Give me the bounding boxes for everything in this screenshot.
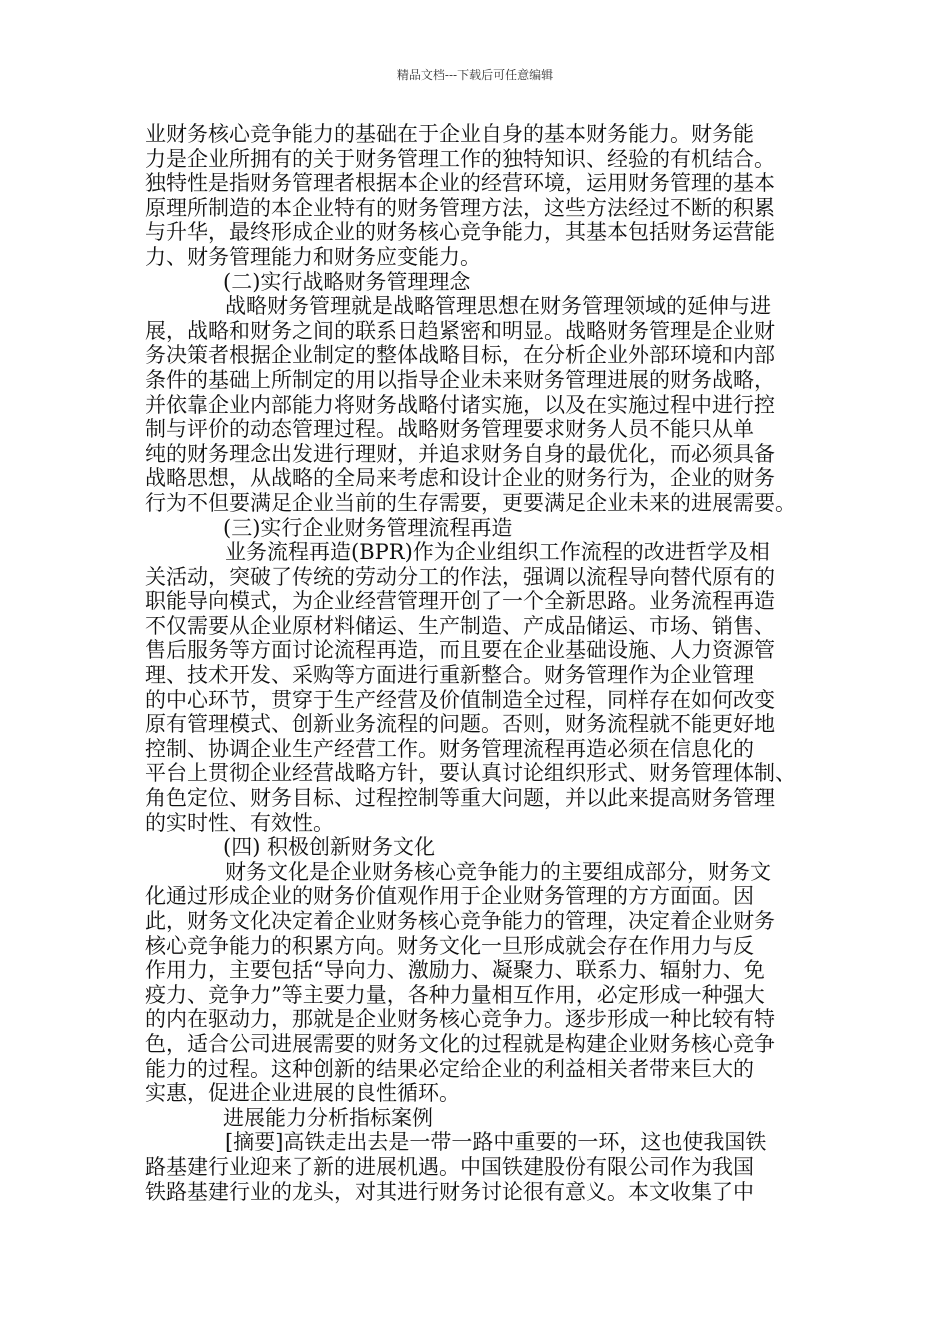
text-line: 疫力、竞争力”等主要力量，各种力量相互作用，必定形成一种强大 (145, 982, 765, 1007)
text-line: 战略财务管理就是战略管理思想在财务管理领域的延伸与进 (225, 294, 771, 319)
text-line: 能力的过程。这种创新的结果必定给企业的利益相关者带来巨大的 (145, 1056, 754, 1081)
text-line: 制与评价的动态管理过程。战略财务管理要求财务人员不能只从单 (145, 417, 754, 442)
text-line: 并依靠企业内部能力将财务战略付诸实施，以及在实施过程中进行控 (145, 392, 775, 417)
section-heading: (四) 积极创新财务文化 (223, 835, 436, 860)
text-line: 力是企业所拥有的关于财务管理工作的独特知识、经验的有机结合。 (145, 146, 775, 171)
text-line: 铁路基建行业的龙头，对其进行财务讨论很有意义。本文收集了中 (145, 1179, 754, 1204)
text-line: 的内在驱动力，那就是企业财务核心竞争力。逐步形成一种比较有特 (145, 1007, 775, 1032)
text-line: 角色定位、财务目标、过程控制等重大问题，并以此来提高财务管理 (145, 786, 775, 811)
text-line: 原有管理模式、创新业务流程的问题。否则，财务流程就不能更好地 (145, 712, 775, 737)
text-line: 平台上贯彻企业经营战略方针，要认真讨论组织形式、财务管理体制、 (145, 761, 796, 786)
text-line: 职能导向模式，为企业经营管理开创了一个全新思路。业务流程再造 (145, 589, 775, 614)
document-body (145, 122, 817, 1204)
text-line: 化通过形成企业的财务价值观作用于企业财务管理的方方面面。因 (145, 884, 754, 909)
text-line: 务决策者根据企业制定的整体战略目标，在分析企业外部环境和内部 (145, 343, 775, 368)
text-line: 业务流程再造(BPR)作为企业组织工作流程的改进哲学及相 (225, 540, 770, 565)
text-line: 不仅需要从企业原材料储运、生产制造、产成品储运、市场、销售、 (145, 613, 775, 638)
text-line: 控制、协调企业生产经营工作。财务管理流程再造必须在信息化的 (145, 736, 754, 761)
text-line: 条件的基础上所制定的用以指导企业未来财务管理进展的财务战略， (145, 367, 775, 392)
text-line: 售后服务等方面讨论流程再造，而且要在企业基础设施、人力资源管 (145, 638, 775, 663)
text-line: [摘要]高铁走出去是一带一路中重要的一环，这也使我国铁 (225, 1130, 767, 1155)
text-line: 力、财务管理能力和财务应变能力。 (145, 244, 481, 269)
text-line: 的实时性、有效性。 (145, 810, 334, 835)
text-line: 行为不但要满足企业当前的生存需要，更要满足企业未来的进展需要。 (145, 490, 796, 515)
text-line: 原理所制造的本企业特有的财务管理方法，这些方法经过不断的积累 (145, 195, 775, 220)
text-line: 路基建行业迎来了新的进展机遇。中国铁建股份有限公司作为我国 (145, 1154, 754, 1179)
text-line: 独特性是指财务管理者根据本企业的经营环境，运用财务管理的基本 (145, 171, 775, 196)
text-line: 的中心环节，贯穿于生产经营及价值制造全过程，同样存在如何改变 (145, 687, 775, 712)
text-line: 核心竞争能力的积累方向。财务文化一旦形成就会存在作用力与反 (145, 933, 754, 958)
text-line: 理、技术开发、采购等方面进行重新整合。财务管理作为企业管理 (145, 663, 754, 688)
text-line: 展，战略和财务之间的联系日趋紧密和明显。战略财务管理是企业财 (145, 318, 775, 343)
text-line: 与升华，最终形成企业的财务核心竞争能力，其基本包括财务运营能 (145, 220, 775, 245)
page-header: 精品文档---下载后可任意编辑 (396, 68, 554, 82)
text-line: 关活动，突破了传统的劳动分工的作法，强调以流程导向替代原有的 (145, 564, 775, 589)
text-line: 此，财务文化决定着企业财务核心竞争能力的管理，决定着企业财务 (145, 909, 775, 933)
text-line: 实惠，促进企业进展的良性循环。 (145, 1081, 460, 1106)
section-heading: (二)实行战略财务管理理念 (223, 269, 471, 294)
text-line: 色，适合公司进展需要的财务文化的过程就是构建企业财务核心竞争 (145, 1031, 775, 1056)
text-line: 财务文化是企业财务核心竞争能力的主要组成部分，财务文 (225, 859, 771, 884)
text-line: 纯的财务理念出发进行理财，并追求财务自身的最优化，而必须具备 (145, 441, 775, 466)
text-line: 战略思想，从战略的全局来考虑和设计企业的财务行为，企业的财务 (145, 466, 775, 491)
text-line: 业财务核心竞争能力的基础在于企业自身的基本财务能力。财务能 (145, 122, 754, 146)
text-line: 作用力，主要包括“导向力、激励力、凝聚力、联系力、辐射力、免 (145, 958, 765, 983)
section-heading: 进展能力分析指标案例 (223, 1105, 433, 1130)
section-heading: (三)实行企业财务管理流程再造 (223, 515, 513, 540)
